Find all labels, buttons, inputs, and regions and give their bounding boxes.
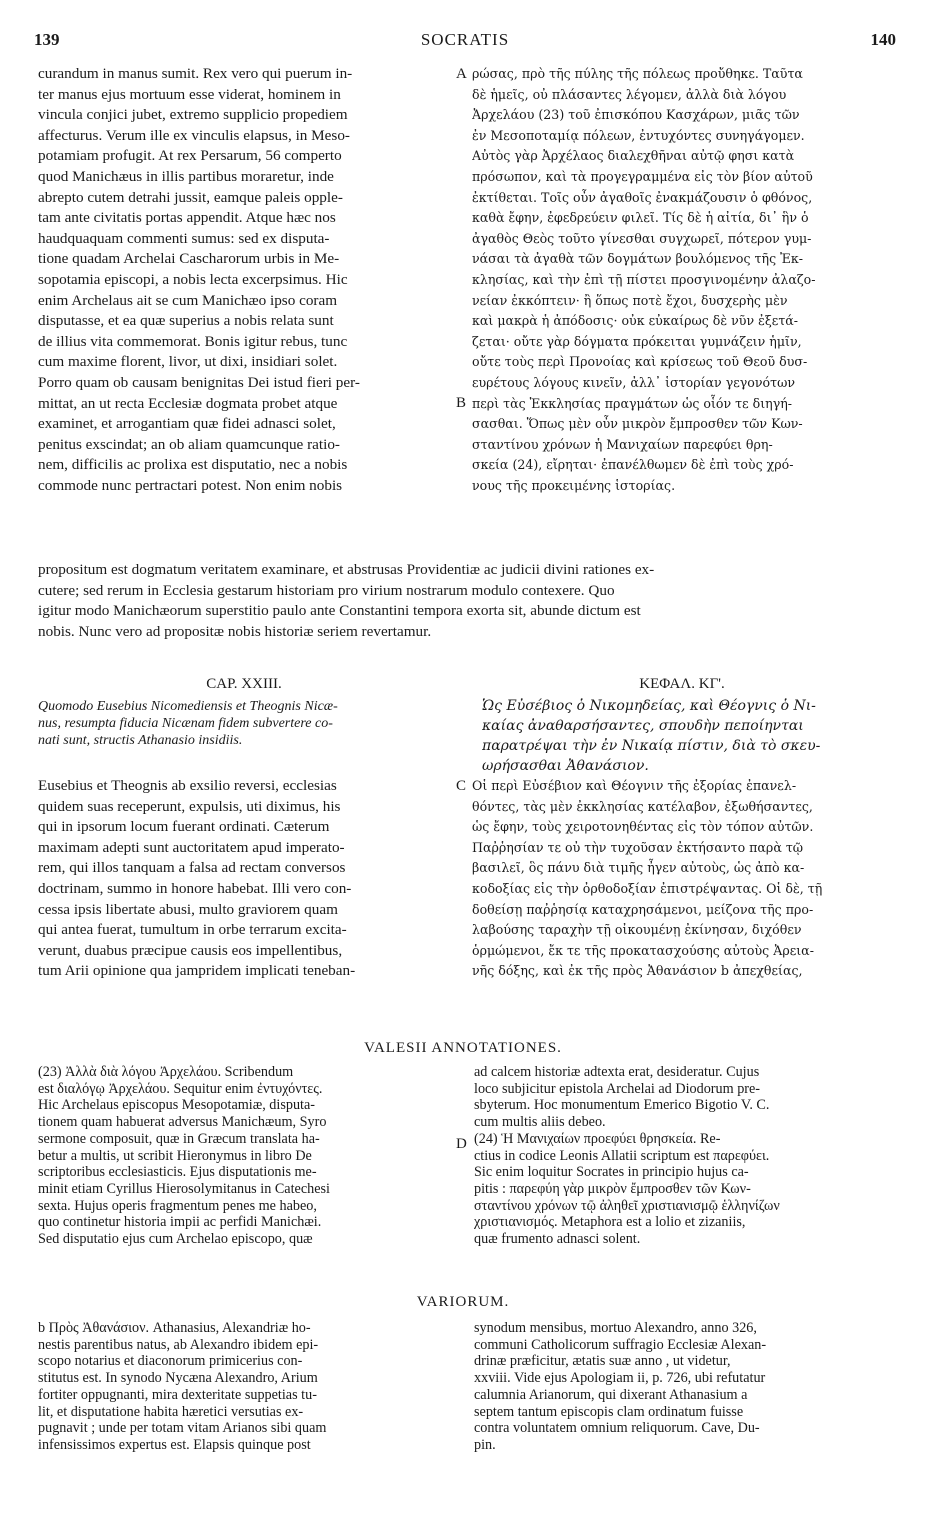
latin-text-line: qui in ipsorum locum fuerant ordinati. Cæterum: [38, 818, 330, 836]
latin-text-line: tam ante civitatis portas appendit. Atque hæc nos: [38, 209, 336, 227]
greek-text-line: κλησίας, καὶ τὴν ἐπὶ τῇ πίστει προσγινομένην ἀλαζο-: [472, 271, 816, 287]
latin-text-line: mittat, an ut recta Ecclesiæ dogmata probet atque: [38, 394, 338, 412]
annotation-line: χριστιανισμός. Metaphora est a lolio et zizaniis,: [474, 1214, 746, 1231]
latin-text-line: cum maxime florent, livor, ut dixi, insidiari solet.: [38, 353, 338, 371]
latin-text-line: Eusebius et Theognis ab exsilio reversi, ecclesias: [38, 777, 337, 794]
greek-text-line: νῆς δόξης, καὶ ἐκ τῆς πρὸς Ἀθανάσιον b ἀπεχθείας,: [472, 963, 803, 979]
top-full-width-lines: [38, 560, 890, 642]
chapter-greek-subtitle-line: παρατρέψαι τὴν ἐν Νικαίᾳ πίστιν, διὰ τὸ σκευ-: [482, 738, 821, 754]
latin-text-line: sopotamia episcopi, a nobis lecta excerpsimus. Hic: [38, 270, 348, 288]
greek-text-line: Παῤῥησίαν τε οὐ τὴν τυχοῦσαν ἐκτήσαντο παρὰ τῷ: [472, 839, 804, 855]
chapter-greek-title: ΚΕΦΑΛ. ΚΓ'.: [639, 676, 725, 692]
greek-text-line: ζεται· οὔτε γὰρ δόγματα πρόκειται γυμνάζειν ἡμῖν,: [472, 333, 802, 349]
chapter-greek-subtitle: [482, 696, 894, 776]
greek-text-line: περὶ τὰς Ἐκκλησίας πραγμάτων ὡς οἷόν τε διηγή-: [472, 395, 793, 411]
greek-text-line: λαβούσης ταραχὴν τῇ οἰκουμένῃ ἐκίνησαν, διχόθεν: [472, 922, 802, 938]
greek-text-line: οὔτε τοὺς περὶ Προνοίας καὶ κρίσεως τοῦ Θεοῦ δυσ-: [472, 354, 808, 370]
latin-text-line: penitus exscindat; an ob aliam quamcunque ratio-: [38, 435, 340, 453]
annotation-line: lit, et disputatione habita hæretici versutias ex-: [38, 1403, 304, 1420]
latin-text-line: doctrinam, summo in honore habebat. Illi vero con-: [38, 879, 352, 897]
latin-text-line: quidem suas receperunt, expulsis, uti diximus, his: [38, 797, 341, 815]
full-width-text-line: nobis. Nunc vero ad propositæ nobis historiæ seriem revertamur.: [38, 622, 432, 640]
full-width-text-line: propositum est dogmatum veritatem examinare, et abstrusas Providentiæ ac judicii divini rationes ex-: [38, 561, 655, 578]
greek-text-line: σασθαι. Ὅπως μὲν οὖν μικρὸν ἔμπροσθεν τῶν Κων-: [472, 416, 803, 432]
chapter-greek-subtitle-line: Ὡς Εὐσέβιος ὁ Νικομηδείας, καὶ Θέογνις ὁ Νι-: [482, 698, 816, 714]
greek-text-line: ὡς ἔφην, τοὺς χειροτονηθέντας εἰς τὸν τόπον αὐτῶν.: [472, 819, 814, 835]
greek-text-line: κοδοξίας εἰς τὴν ὀρθοδοξίαν ἐπιστρέψαντας. Οἱ δὲ, τῇ: [472, 880, 823, 896]
latin-text-line: quod Manichæus in illis partibus moraretur, inde: [38, 167, 334, 185]
greek-text-line: ρώσας, πρὸ τῆς πύλης τῆς πόλεως προὔθηκε. Ταῦτα: [472, 66, 803, 81]
chapter-greek-column: [472, 776, 892, 982]
greek-text-line: σκεία (24), εἴρηται· ἐπανέλθωμεν δὲ ἐπὶ τοὺς χρό-: [472, 457, 794, 473]
greek-text-line: δοθείσῃ παῤῥησίᾳ καταχρησάμενοι, μείζονα τῆς προ-: [472, 901, 814, 917]
chapter-latin-subtitle-line: Quomodo Eusebius Nicomediensis et Theognis Nicæ-: [38, 699, 338, 714]
chapter-latin-subtitle: [38, 698, 450, 749]
latin-text-line: de illius vita commemorat. Bonis igitur rebus, tunc: [38, 332, 348, 350]
annotation-line: (23) Ἀλλὰ διὰ λόγου Ἀρχελάου. Scribendum: [38, 1064, 294, 1080]
latin-text-line: verunt, duabus præcipue causis eos impellentibus,: [38, 941, 343, 959]
annotation-line: Sed disputatio ejus cum Archelao episcopo, quæ: [38, 1231, 313, 1248]
latin-text-line: Porro quam ob causam benignitas Dei istud fieri per-: [38, 373, 360, 391]
greek-text-line: ἐν Μεσοποταμίᾳ πόλεων, ἐντυχόντες συνηγάγομεν.: [472, 127, 805, 143]
greek-text-line: Ἀρχελάου (23) τοῦ ἐπισκόπου Κασχάρων, μιᾶς τῶν: [472, 107, 800, 123]
chapter-latin-subtitle-line: nati sunt, structis Athanasio insidiis.: [38, 733, 243, 748]
annotation-line: pin.: [474, 1436, 496, 1453]
full-width-text-line: cutere; sed rerum in Ecclesia gestarum historiam pro virium nostrarum modulo contexere. Quo: [38, 581, 615, 599]
latin-text-line: enim Archelaus ait se cum Manichæo ipso coram: [38, 291, 338, 309]
annotation-line: tionem quam habuerat adversus Manichæum, Syro: [38, 1114, 327, 1131]
annotation-line: communi Catholicorum suffragio Ecclesiæ Alexan-: [474, 1336, 767, 1353]
annotation-line: minit etiam Cyrillus Hierosolymitanus in Catechesi: [38, 1180, 330, 1197]
annotation-line: sexta. Hujus operis fragmentum penes me habeo,: [38, 1197, 317, 1214]
annotation-line: septem tantum episcopis clam ordinatum fuisse: [474, 1403, 744, 1420]
valesii-left-column: [38, 1064, 450, 1248]
latin-text-line: potamiam profugit. At rex Persarum, 56 comperto: [38, 147, 342, 165]
latin-text-line: affecturus. Verum ille ex vinculis elapsus, in Meso-: [38, 126, 350, 144]
top-greek-column: [472, 64, 892, 496]
annotation-line: contra voluntatem omnium reliquorum. Cave, Du-: [474, 1420, 760, 1437]
latin-text-line: qui antea fuerat, tumultum in orbe terrarum excita-: [38, 921, 347, 939]
top-latin-column: [38, 64, 450, 496]
page-number-left: 139: [34, 30, 60, 49]
latin-text-line: haudquaquam commenti sumus: sed ex disputa-: [38, 229, 330, 247]
annotation-line: Sic enim loquitur Socrates in principio hujus ca-: [474, 1164, 749, 1181]
annotation-line: pitis : παρεφύη γὰρ μικρὸν ἔμπροσθεν τῶν Κων-: [474, 1180, 751, 1197]
page-header: [34, 30, 896, 56]
margin-marker-a: A: [456, 66, 467, 82]
annotation-line: infensissimos expertus est. Elapsis quinque post: [38, 1436, 311, 1453]
greek-text-line: ἐκτίθεται. Τοῖς οὖν ἀγαθοῖς ἐνακμάζουσιν ὁ φθόνος,: [472, 189, 813, 205]
annotation-line: betur a multis, ut scribit Hieronymus in libro De: [38, 1147, 312, 1164]
annotation-line: calumnia Arianorum, qui dixerant Athanasium a: [474, 1386, 748, 1403]
greek-text-line: δὲ ἡμεῖς, οὐ πλάσαντες λέγομεν, ἀλλὰ διὰ λόγου: [472, 86, 787, 102]
annotation-line: b Πρὸς Ἀθανάσιον. Athanasius, Alexandriæ ho-: [38, 1320, 311, 1336]
greek-text-line: Αὐτὸς γὰρ Ἀρχέλαος διαλεχθῆναι αὐτῷ φησι κατὰ: [472, 148, 795, 164]
latin-text-line: disputasse, et ea quæ superius a nobis relata sunt: [38, 312, 334, 330]
latin-text-line: tione quadam Archelai Cascharorum urbis in Me-: [38, 250, 340, 268]
margin-marker-b: B: [456, 395, 467, 411]
annotation-line: ad calcem historiæ adtexta erat, desideratur. Cujus: [474, 1064, 760, 1080]
greek-text-line: βασιλεῖ, ὃς πάνυ διὰ τιμῆς ἦγεν αὐτοὺς, ὡς ἀπὸ κα-: [472, 860, 805, 876]
latin-text-line: commode nunc pertractari potest. Non enim nobis: [38, 476, 343, 494]
latin-text-line: vincula conjici jubet, extremo supplicio propediem: [38, 106, 348, 124]
annotation-line: scopo notarius et diaconorum primicerius con-: [38, 1353, 303, 1370]
annotation-line: scriptoribus ecclesiasticis. Ejus disputationis me-: [38, 1164, 317, 1181]
annotation-line: stitutus est. In synodo Nycæna Alexandro, Arium: [38, 1370, 318, 1387]
greek-text-line: θόντες, τὰς μὲν ἐκκλησίας κατέλαβον, ἐξωθήσαντες,: [472, 798, 813, 814]
annotation-line: σταντίνου χρόνων τῷ ἀληθεῖ χριστιανισμῷ ἑλληνίζων: [474, 1197, 780, 1214]
greek-text-line: σταντίνου χρόνων ἡ Μανιχαίων παρεφύει θρη-: [472, 436, 773, 452]
valesii-right-column: [474, 1064, 892, 1248]
latin-text-line: rem, qui illos tanquam a falsa ad rectam conversos: [38, 859, 346, 877]
annotation-line: (24) Ἡ Μανιχαίων προεφύει θρησκεία. Re-: [474, 1130, 721, 1147]
variorum-left-column: [38, 1320, 450, 1454]
annotation-line: ctius in codice Leonis Allatii scriptum est παρεφύει.: [474, 1147, 770, 1164]
variorum-right-column: [474, 1320, 892, 1454]
annotation-line: xxviii. Vide ejus Apologiam ii, p. 726, ubi refutatur: [474, 1370, 766, 1387]
annotation-line: sbyterum. Hoc monumentum Emerico Bigotio V. C.: [474, 1097, 770, 1114]
chapter-latin-subtitle-line: nus, resumpta fiducia Nicænam fidem subvertere co-: [38, 716, 333, 731]
page-number-right: 140: [870, 30, 896, 49]
annotation-line: sermone composuit, quæ in Græcum translata ha-: [38, 1130, 320, 1147]
valesii-title: VALESII ANNOTATIONES.: [364, 1040, 562, 1056]
latin-text-line: ter manus ejus mortuum esse viderat, hominem in: [38, 85, 341, 103]
chapter-latin-title: CAP. XXIII.: [206, 676, 282, 692]
greek-text-line: Οἱ περὶ Εὐσέβιον καὶ Θέογνιν τῆς ἐξορίας ἐπανελ-: [472, 778, 797, 793]
annotation-line: fortiter oppugnanti, mira dexteritate suppetias tu-: [38, 1386, 317, 1403]
greek-text-line: καὶ μακρὰ ἡ ἀπόδοσις· οὐκ εὐκαίρως δὲ νῦν ἐξετά-: [472, 313, 799, 329]
margin-marker-c: C: [456, 778, 467, 794]
greek-text-line: ἀγαθὸς Θεὸς τοῦτο γίνεσθαι συγχωρεῖ, πότερον γυμ-: [472, 230, 812, 246]
latin-text-line: tum Arii opinione qua jampridem implicati teneban-: [38, 962, 356, 980]
annotation-line: cum multis aliis debeo.: [474, 1114, 606, 1131]
latin-text-line: curandum in manus sumit. Rex vero qui puerum in-: [38, 65, 353, 82]
annotation-line: quo continetur historia impii ac perfidi Manichæi.: [38, 1214, 322, 1231]
latin-text-line: examinet, et arrogantiam quæ fidei adnasci solet,: [38, 415, 336, 433]
greek-text-line: νάσαι τὰ ἀγαθὰ τῶν δογμάτων βουλόμενος τῆς Ἐκ-: [472, 251, 803, 267]
chapter-greek-subtitle-line: καίας ἀναθαρσήσαντες, σπουδὴν πεποίηνται: [482, 718, 804, 734]
greek-text-line: ευρέτους λόγους κινεῖν, ἀλλ᾽ ἱστορίαν γεγονότων: [472, 374, 795, 390]
annotation-line: pugnavit ; unde per totam vitam Arianos sibi quam: [38, 1420, 327, 1437]
chapter-latin-column: [38, 776, 450, 982]
running-title: SOCRATIS: [420, 30, 510, 49]
margin-marker-d: D: [456, 1136, 467, 1152]
annotation-line: nestis parentibus natus, ab Alexandro ibidem epi-: [38, 1336, 319, 1353]
annotation-line: synodum mensibus, mortuo Alexandro, anno 326,: [474, 1320, 757, 1336]
annotation-line: est διαλόγῳ Ἀρχελάου. Sequitur enim ἐντυχόντες.: [38, 1080, 323, 1097]
latin-text-line: cessa ipsis libertate abusi, multo graviorem quam: [38, 900, 338, 918]
variorum-title: VARIORUM.: [416, 1294, 510, 1310]
annotation-line: drinæ præficitur, ætatis suæ anno , ut videtur,: [474, 1353, 731, 1370]
latin-text-line: abrepto cutem detrahi jussit, eamque paleis opple-: [38, 188, 343, 206]
annotation-line: loco subjicitur epistola Archelai ad Diodorum pre-: [474, 1080, 761, 1097]
latin-text-line: maximam adepti sunt auctoritatem apud imperato-: [38, 838, 345, 856]
greek-text-line: νους τῆς προκειμένης ἱστορίας.: [472, 477, 676, 493]
greek-text-line: καθὰ ἔφην, ἐφεδρεύειν φιλεῖ. Τίς δὲ ἡ αἰτία, δι᾽ ἣν ὁ: [472, 210, 809, 226]
greek-text-line: νείαν ἐκκόπτειν· ἢ ὅπως ποτὲ ἔχοι, δυσχερὴς μὲν: [472, 292, 788, 308]
chapter-greek-subtitle-line: ωρήσασθαι Ἀθανάσιον.: [482, 758, 649, 774]
latin-text-line: nem, difficilis ac prolixa est disputatio, nec a nobis: [38, 456, 348, 474]
annotation-line: Hic Archelaus episcopus Mesopotamiæ, disputa-: [38, 1097, 316, 1114]
greek-text-line: ὁρμώμενοι, ἔκ τε τῆς προκατασχούσης αὐτοὺς Ἀρεια-: [472, 942, 814, 958]
greek-text-line: πρόσωπον, καὶ τὰ προγεγραμμένα εἰς τὸν βίον αὐτοῦ: [472, 168, 813, 184]
full-width-text-line: igitur modo Manichæorum superstitio paulo ante Constantini tempora exorta sit, abunde dictum est: [38, 602, 641, 620]
annotation-line: quæ frumento adnasci solent.: [474, 1231, 641, 1248]
